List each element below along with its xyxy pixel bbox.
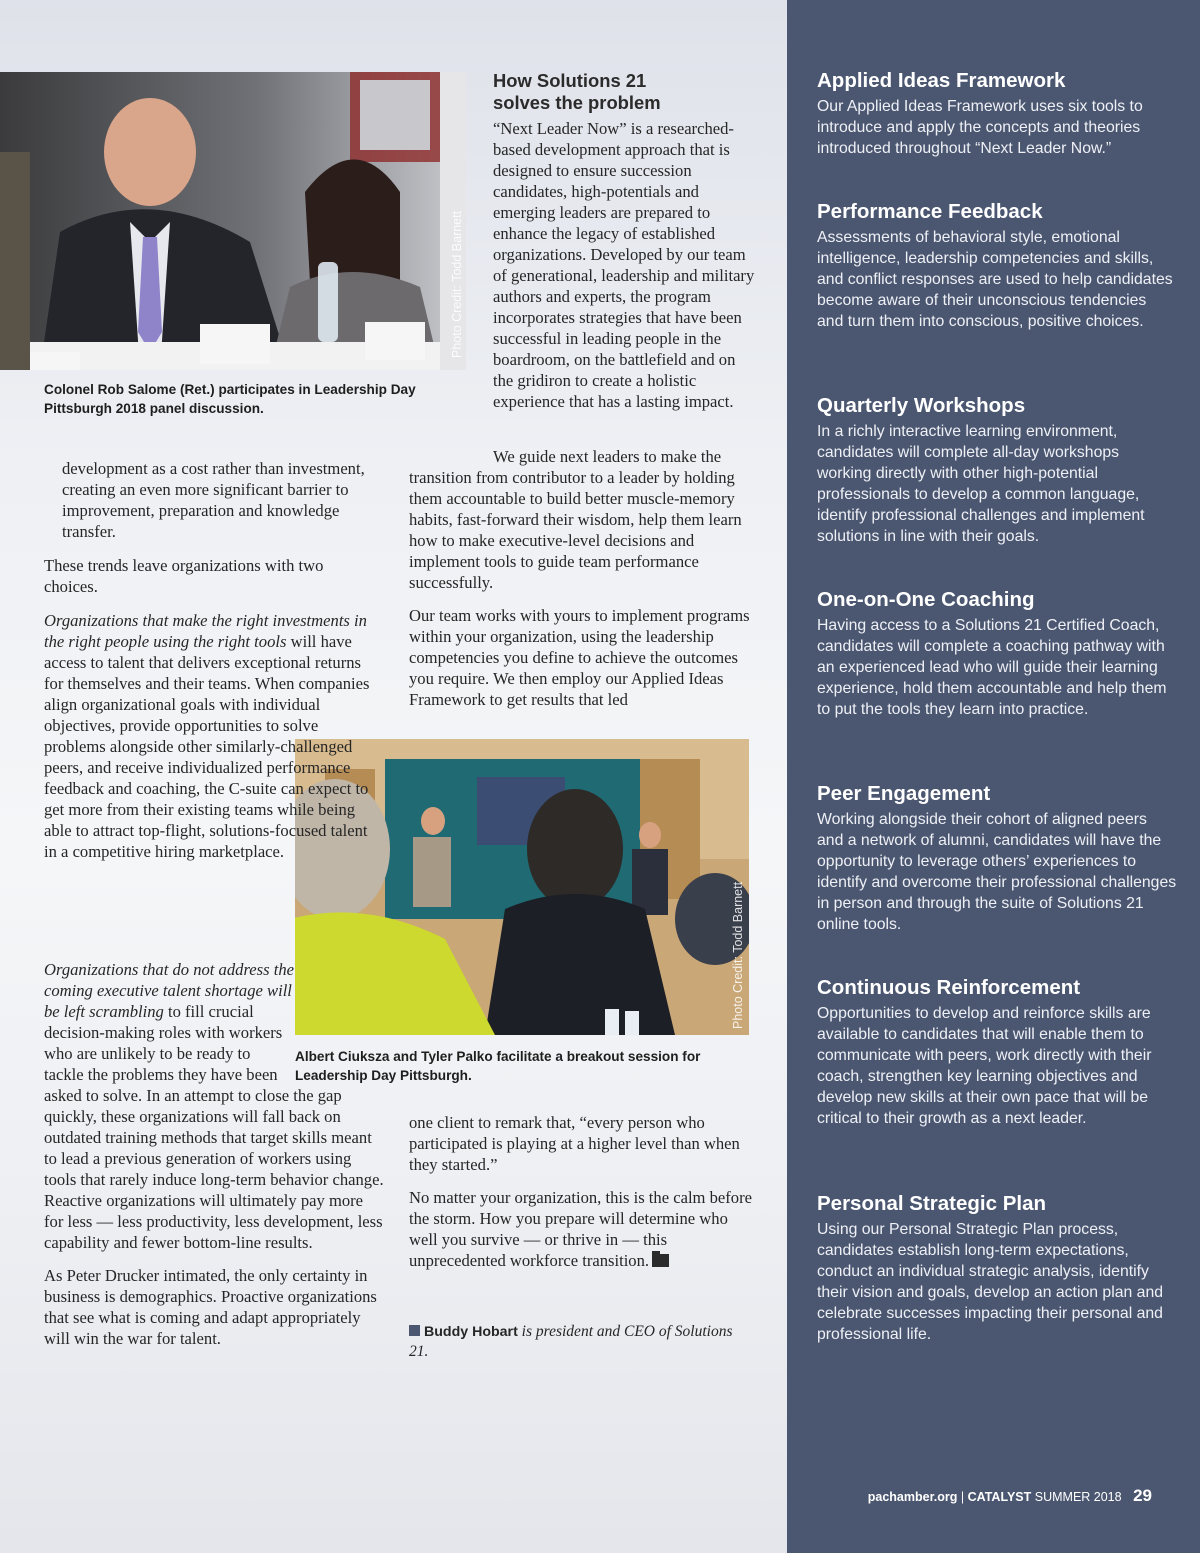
photo-credit: Photo Credit: Todd Barnett: [450, 210, 464, 358]
article-paragraph: one client to remark that, “every person who participated is playing at a higher level than when they started.”: [409, 1113, 740, 1174]
article-paragraph: “Next Leader Now” is a researched-based development approach that is designed to ensure succession candidates, high-potentials and emerging leaders are prepared to enhance the legacy of established organizations. Developed by our team of generational, leadership and military authors and experts, the program incorporates strategies that have been successful in leading people in the boardroom, on the battlefield and on the gridiron to create a holistic experience that has a lasting impact.: [493, 119, 755, 411]
end-mark-icon: [652, 1254, 669, 1267]
emphasis-text: Organizations that do not address the coming executive talent shortage will be left scrambling: [44, 960, 294, 1021]
article-column-bottom: [44, 959, 384, 1361]
page-number: 29: [1133, 1486, 1152, 1505]
sidebar-section: [817, 68, 1177, 159]
sidebar-section: [817, 975, 1177, 1129]
body-text: will have access to talent that delivers exceptional returns for themselves and their teams. When companies align organizational goals with individual objectives, provide opportunities to solve problems alongside other similarly-challenged peers, and receive individualized performance feedback and coaching, the C-suite can expect to get more from their existing teams while being able to attract top-flight, solutions-focused talent in a competitive hiring marketplace.: [44, 632, 370, 861]
sidebar-section: [817, 1191, 1177, 1345]
sidebar-section-title: One-on-One Coaching: [817, 588, 1035, 611]
footer-separator: |: [960, 1490, 965, 1504]
sidebar-panel: [787, 0, 1200, 1553]
photo-caption: Albert Ciuksza and Tyler Palko facilitate a breakout session for Leadership Day Pittsburgh.: [295, 1049, 701, 1083]
footer-magazine: CATALYST: [967, 1490, 1032, 1504]
closing-text: No matter your organization, this is the calm before the storm. How you prepare will determine who well you survive — or thrive in — this unprecedented workforce transition.: [409, 1188, 752, 1270]
sidebar-section-title: Personal Strategic Plan: [817, 1192, 1047, 1215]
sidebar-section-body: In a richly interactive learning environment, candidates will complete all-day workshops working directly with other high-potential professionals to develop a common language, identify professional challenges and implement solutions in line with their goals.: [817, 423, 1145, 545]
sidebar-section: [817, 587, 1177, 720]
section-heading: How Solutions 21 solves the problem: [493, 70, 661, 113]
author-name: Buddy Hobart: [424, 1324, 518, 1340]
sidebar-section-body: Working alongside their cohort of aligned peers and a network of alumni, candidates will have the opportunity to leverage others’ experiences to identify and overcome their professional challenges in person and through the suite of Solutions 21 online tools.: [817, 811, 1177, 933]
sidebar-section: [817, 199, 1177, 332]
sidebar-section-title: Quarterly Workshops: [817, 394, 1026, 417]
sidebar-section: [817, 781, 1177, 935]
page-footer: [868, 1486, 1152, 1506]
article-paragraph: [409, 1187, 755, 1271]
sidebar-section-title: Continuous Reinforcement: [817, 976, 1081, 999]
sidebar-section-body: Assessments of behavioral style, emotional intelligence, leadership competencies and skills, and conflict responses are used to help candidates become aware of their unconscious tendencies and turn them into conscious, positive choices.: [817, 229, 1173, 330]
sidebar-section-title: Peer Engagement: [817, 782, 991, 805]
panel-discussion-image: [0, 72, 466, 370]
sidebar-section-title: Performance Feedback: [817, 200, 1043, 223]
author-bio: [409, 1322, 755, 1362]
article-paragraph: These trends leave organizations with two choices.: [44, 556, 324, 596]
article-paragraph: Our team works with yours to implement programs within your organization, using the leadership competencies you define to achieve the outcomes you require. We then employ our Applied Ideas Framework to get results that led: [409, 606, 750, 709]
sidebar-section: [817, 393, 1177, 547]
emphasis-text: Organizations that make the right investments in the right people using the right tools: [44, 611, 367, 651]
sidebar-section-body: Having access to a Solutions 21 Certified Coach, candidates will complete a coaching pathway with an experienced lead who will guide their learning experience, hold them accountable and help them to put the tools they learn into practice.: [817, 617, 1167, 718]
sidebar-section-body: Our Applied Ideas Framework uses six tools to introduce and apply the concepts and theories introduced throughout “Next Leader Now.”: [817, 98, 1143, 157]
article-paragraph: [409, 446, 755, 722]
photo-caption: Colonel Rob Salome (Ret.) participates in Leadership Day Pittsburgh 2018 panel discussion.: [44, 382, 416, 416]
bio-square-icon: [409, 1325, 420, 1336]
sidebar-section-title: Applied Ideas Framework: [817, 69, 1066, 92]
article-paragraph: We guide next leaders to make the transition from contributor to a leader by holding them accountable to build better muscle-memory habits, fast-forward their wisdom, help them learn how to make executive-level decisions and implement tools to guide team performance successfully.: [409, 447, 742, 592]
footer-site: pachamber.org: [867, 1490, 958, 1504]
sidebar-section-body: Using our Personal Strategic Plan process, candidates establish long-term expectations, conduct an individual strategic analysis, identify their vision and goals, develop an action plan and celebrate successes impacting their personal and professional life.: [817, 1221, 1164, 1343]
footer-issue: SUMMER 2018: [1034, 1490, 1122, 1504]
bullet-continuation: development as a cost rather than investment, creating an even more significant barrier to improvement, preparation and knowledge transfer.: [62, 459, 365, 541]
body-text: to fill crucial decision-making roles with workers who are unlikely to be ready to tackle the problems they have been asked to solve. In an attempt to close the gap quickly, these organizations will fall back on outdated training methods that target skills meant to lead a previous generation of workers using tools that rarely induce long-term behavior change. Reactive organizations will ultimately pay more for less — less productivity, less development, less capability and fewer bottom-line results.: [44, 1002, 384, 1252]
photo-credit: Photo Credit: Todd Barnett: [731, 881, 745, 1029]
panel-discussion-photo: [0, 72, 466, 370]
article-paragraph: As Peter Drucker intimated, the only certainty in business is demographics. Proactive organizations that see what is coming and adapt appropriately will win the war for talent.: [44, 1266, 377, 1348]
author-bio-text: is president and CEO of Solutions 21.: [409, 1323, 733, 1360]
sidebar-section-body: Opportunities to develop and reinforce skills are available to candidates that will enable them to communicate with peers, work directly with their coach, strengthen key learning objectives and develop new skills at their own pace that will be critical to their growth as a next leader.: [817, 1005, 1152, 1127]
